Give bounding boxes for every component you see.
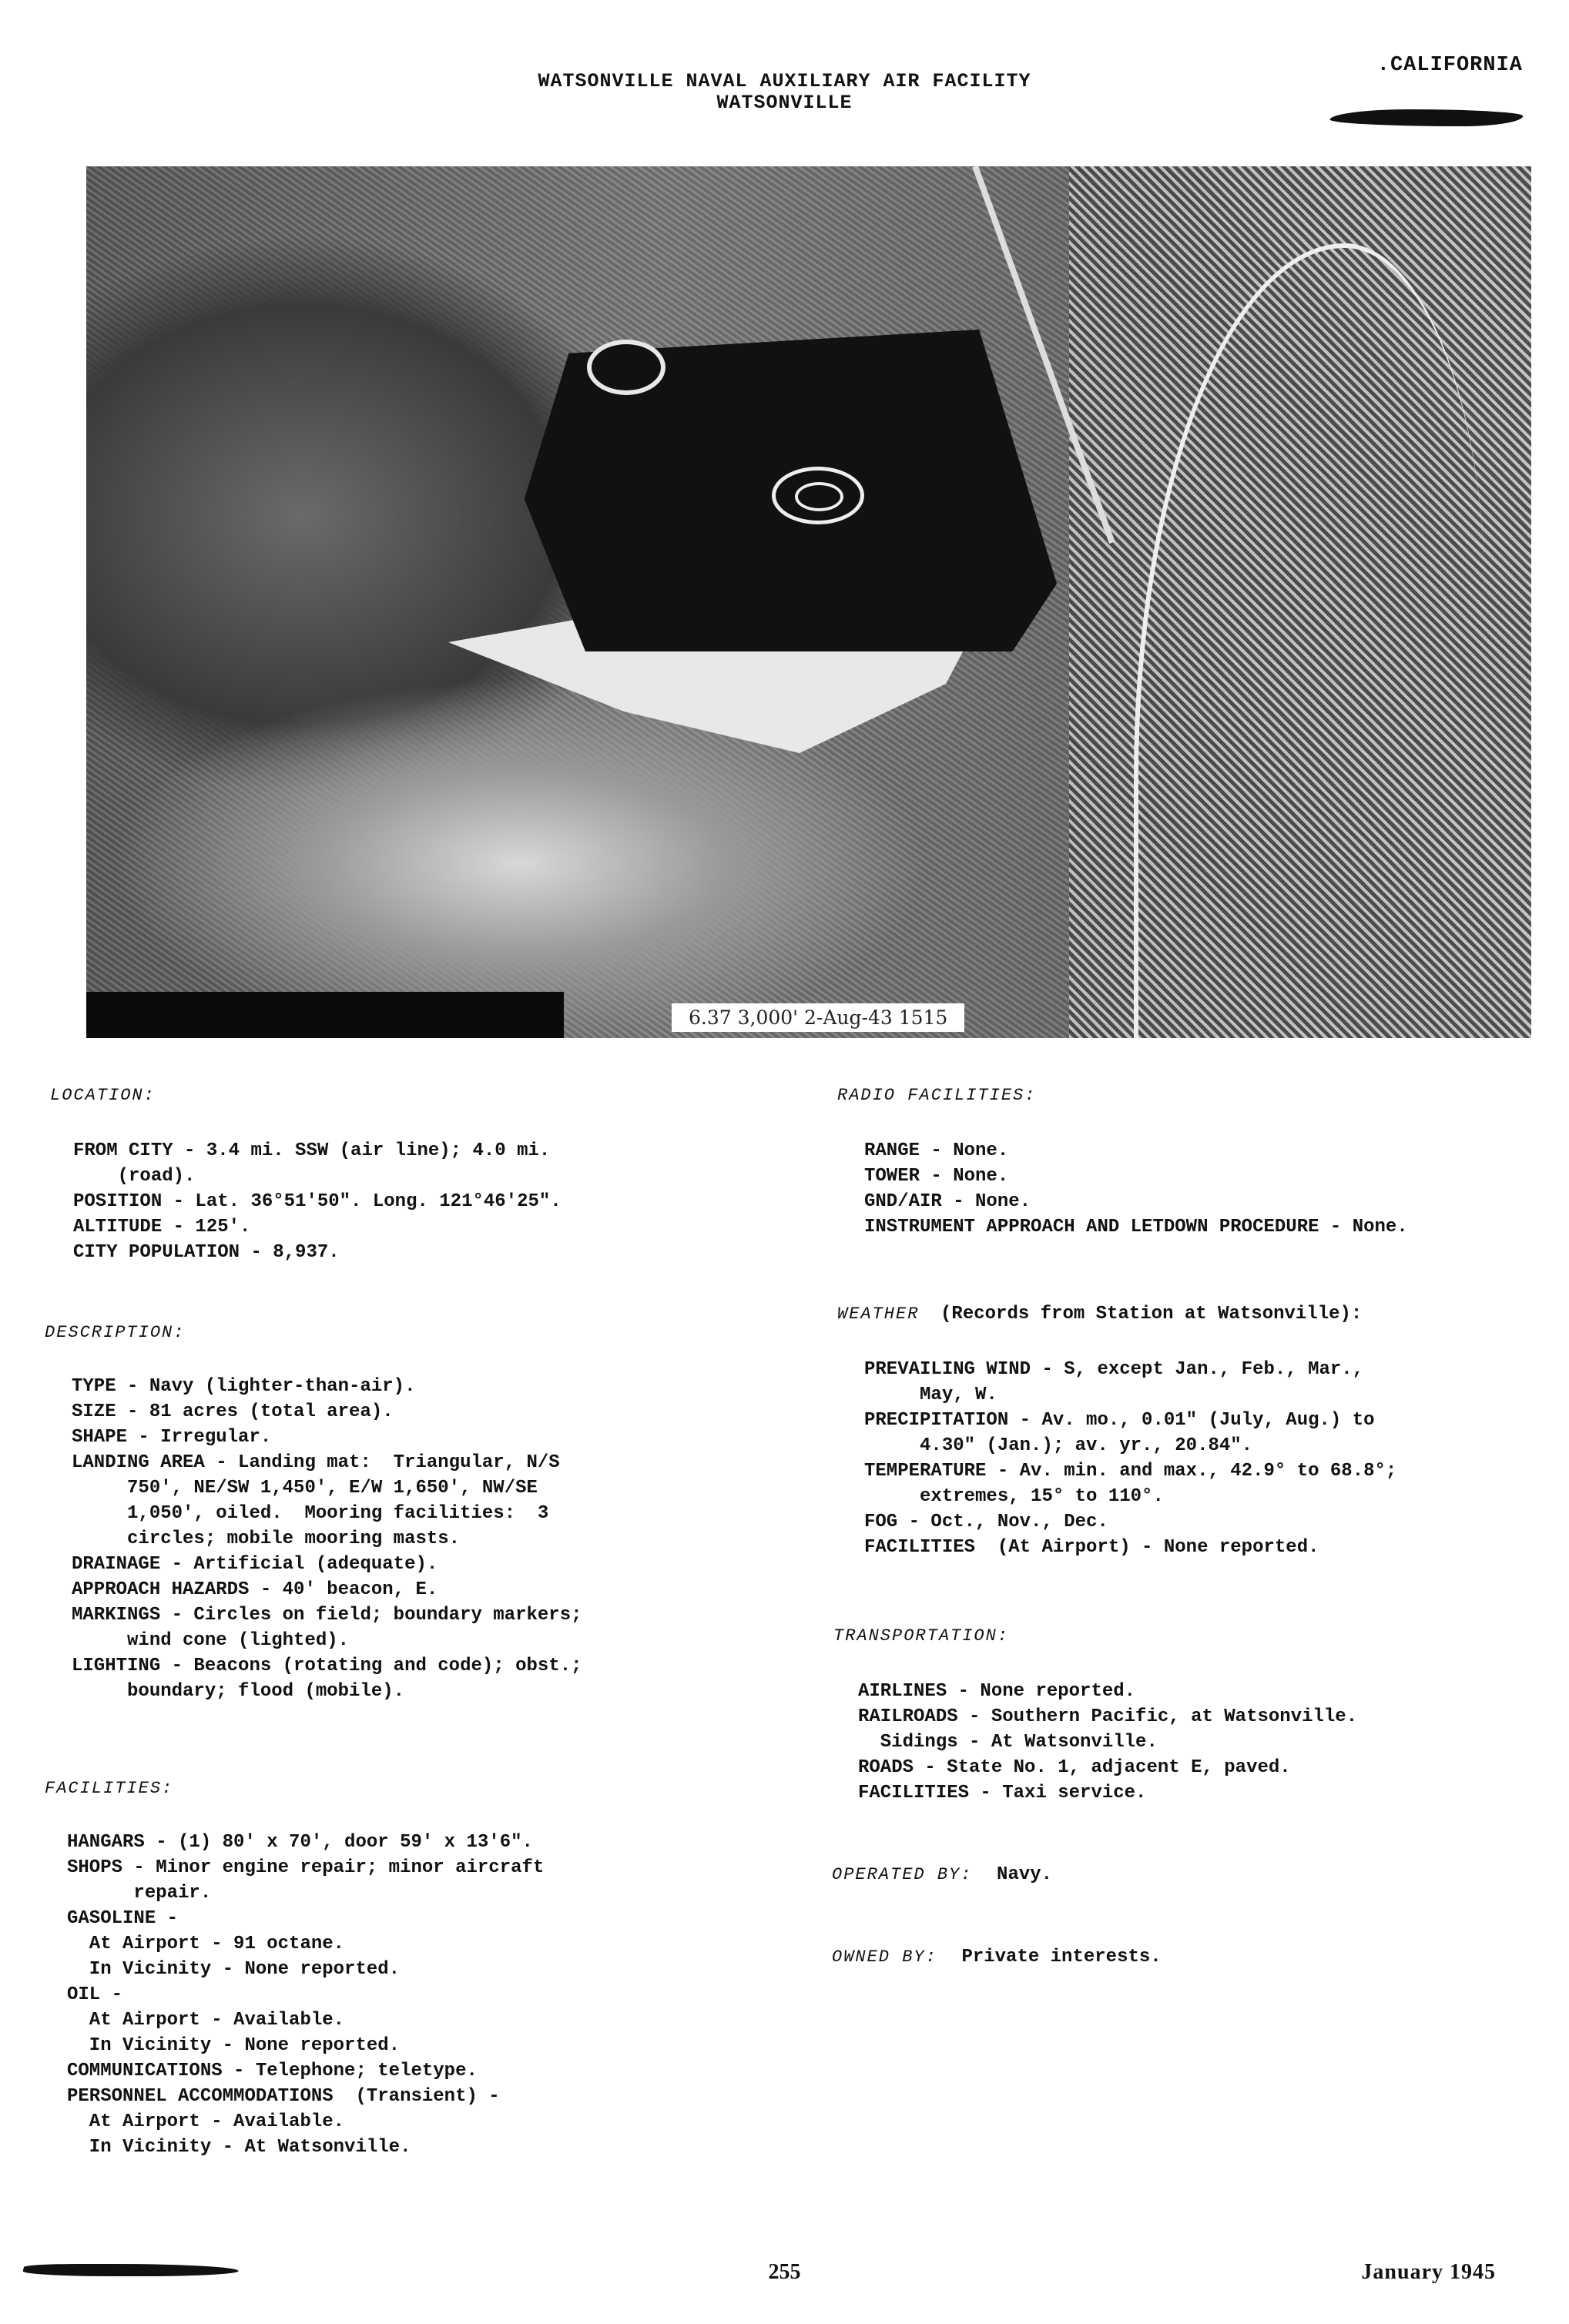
location-line: POSITION - Lat. 36°51'50". Long. 121°46'25".	[73, 1191, 562, 1212]
facilities-line: SHOPS - Minor engine repair; minor aircraft	[67, 1857, 545, 1878]
description-line: circles; mobile mooring masts.	[72, 1529, 461, 1549]
weather-section	[864, 1357, 1396, 1560]
location-heading: LOCATION:	[50, 1086, 156, 1105]
weather-line: FACILITIES (At Airport) - None reported.	[864, 1537, 1319, 1558]
title-line-1: WATSONVILLE NAVAL AUXILIARY AIR FACILITY	[538, 70, 1031, 92]
description-line: SHAPE - Irregular.	[72, 1427, 272, 1448]
weather-line: extremes, 15° to 110°.	[864, 1486, 1164, 1507]
description-heading: DESCRIPTION:	[45, 1323, 186, 1342]
location-line: FROM CITY - 3.4 mi. SSW (air line); 4.0 mi.	[73, 1140, 551, 1161]
transportation-heading: TRANSPORTATION:	[833, 1626, 1010, 1646]
photo-mooring-circle	[587, 340, 665, 395]
transportation-line: AIRLINES - None reported.	[858, 1681, 1136, 1702]
facilities-line: repair.	[67, 1883, 212, 1904]
weather-line: TEMPERATURE - Av. min. and max., 42.9° to 68.8°;	[864, 1461, 1397, 1482]
facilities-line: PERSONNEL ACCOMMODATIONS (Transient) -	[67, 2086, 500, 2107]
facilities-line: In Vicinity - None reported.	[67, 1959, 401, 1980]
transportation-line: ROADS - State No. 1, adjacent E, paved.	[858, 1757, 1291, 1778]
location-line: (road).	[73, 1166, 196, 1187]
description-line: boundary; flood (mobile).	[72, 1681, 405, 1702]
description-line: wind cone (lighted).	[72, 1630, 350, 1651]
facilities-heading: FACILITIES:	[45, 1779, 174, 1798]
description-line: DRAINAGE - Artificial (adequate).	[72, 1554, 438, 1575]
facilities-line: At Airport - Available.	[67, 2010, 345, 2031]
location-line: CITY POPULATION - 8,937.	[73, 1242, 340, 1263]
location-section	[73, 1138, 562, 1265]
weather-heading-note: (Records from Station at Watsonville):	[940, 1304, 1363, 1324]
weather-line: May, W.	[864, 1385, 997, 1405]
weather-heading: WEATHER	[837, 1304, 920, 1324]
photo-caption: 6.37 3,000' 2-Aug-43 1515	[672, 1003, 964, 1032]
facilities-line: HANGARS - (1) 80' x 70', door 59' x 13'6".	[67, 1832, 533, 1853]
weather-line: PREVAILING WIND - S, except Jan., Feb., Mar.,	[864, 1359, 1364, 1380]
operated-row	[832, 1862, 1052, 1887]
facilities-section	[67, 1830, 544, 2160]
facilities-line: In Vicinity - None reported.	[67, 2035, 401, 2056]
footer-date: January 1945	[1361, 2260, 1496, 2284]
transportation-line: RAILROADS - Southern Pacific, at Watsonville.	[858, 1706, 1358, 1727]
description-line: 1,050', oiled. Mooring facilities: 3	[72, 1503, 549, 1524]
radio-heading: RADIO FACILITIES:	[837, 1086, 1037, 1105]
photo-redaction-bar	[86, 992, 564, 1038]
description-line: LIGHTING - Beacons (rotating and code); obst.;	[72, 1656, 582, 1676]
location-line: ALTITUDE - 125'.	[73, 1217, 251, 1237]
facilities-line: At Airport - 91 octane.	[67, 1934, 345, 1954]
weather-line: PRECIPITATION - Av. mo., 0.01" (July, Aug.) to	[864, 1410, 1375, 1431]
description-section	[72, 1374, 582, 1704]
weather-line: FOG - Oct., Nov., Dec.	[864, 1512, 1108, 1532]
transportation-section	[858, 1679, 1357, 1806]
radio-line: RANGE - None.	[864, 1140, 1009, 1161]
description-line: TYPE - Navy (lighter-than-air).	[72, 1376, 416, 1397]
page-number: 255	[768, 2260, 801, 2284]
weather-line: 4.30" (Jan.); av. yr., 20.84".	[864, 1435, 1253, 1456]
facilities-line: At Airport - Available.	[67, 2111, 345, 2132]
description-line: APPROACH HAZARDS - 40' beacon, E.	[72, 1579, 438, 1600]
description-line: MARKINGS - Circles on field; boundary markers;	[72, 1605, 582, 1626]
facilities-line: COMMUNICATIONS - Telephone; teletype.	[67, 2061, 478, 2081]
title-line-2: WATSONVILLE	[716, 92, 853, 114]
page-title	[0, 71, 1569, 114]
photo-marking-circle	[772, 467, 864, 524]
facilities-line: In Vicinity - At Watsonville.	[67, 2137, 411, 2158]
radio-line: TOWER - None.	[864, 1166, 1009, 1187]
description-line: LANDING AREA - Landing mat: Triangular, N/S	[72, 1452, 560, 1473]
operated-value: Navy.	[997, 1864, 1053, 1885]
facilities-line: GASOLINE -	[67, 1908, 179, 1929]
description-line: SIZE - 81 acres (total area).	[72, 1401, 394, 1422]
owned-value: Private interests.	[961, 1947, 1162, 1967]
redaction-mark-top	[1329, 109, 1524, 126]
facilities-line: OIL -	[67, 1984, 123, 2005]
transportation-line: Sidings - At Watsonville.	[858, 1732, 1158, 1753]
owned-row	[832, 1944, 1162, 1970]
weather-heading-row	[837, 1301, 1362, 1327]
operated-heading: OPERATED BY:	[832, 1865, 973, 1884]
radio-section	[864, 1138, 1408, 1240]
state-label: .CALIFORNIA	[1376, 54, 1523, 77]
description-line: 750', NE/SW 1,450', E/W 1,650', NW/SE	[72, 1478, 538, 1499]
transportation-line: FACILITIES - Taxi service.	[858, 1783, 1147, 1803]
aerial-photo	[86, 166, 1531, 1038]
radio-line: GND/AIR - None.	[864, 1191, 1031, 1212]
owned-heading: OWNED BY:	[832, 1947, 937, 1967]
radio-line: INSTRUMENT APPROACH AND LETDOWN PROCEDURE - None.	[864, 1217, 1408, 1237]
